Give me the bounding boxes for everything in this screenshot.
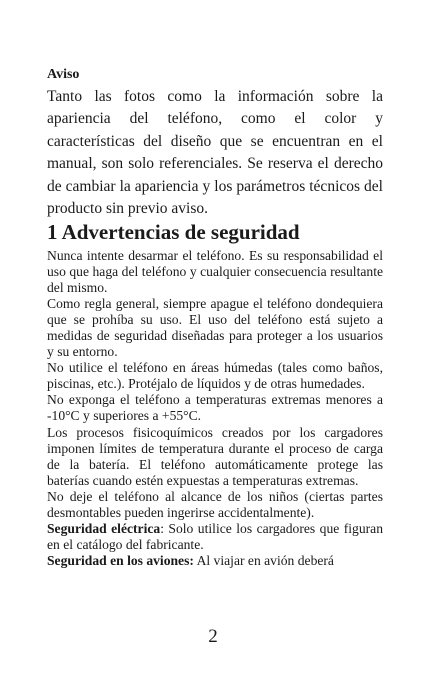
notice-heading: Aviso [47,67,80,82]
paragraph-children: No deje el teléfono al alcance de los niños (ciertas partes desmontables pueden ingerirse accidentalmente). [47,488,383,520]
paragraph-aircraft-safety [47,553,383,569]
aircraft-safety-lead: Seguridad en los aviones: [47,552,194,568]
paragraph-charging: Los procesos fisicoquímicos creados por los cargadores imponen límites de temperatura durante el proceso de carga de la batería. El teléfono automáticamente protege las baterías cuando estén expuestas a temperaturas extremas. [47,424,383,488]
electrical-safety-text: : Solo utilice los cargadores que figuran en el catálogo del fabricante. [47,520,383,552]
electrical-safety-lead: Seguridad eléctrica [47,520,161,536]
paragraph-temperature: No exponga el teléfono a temperaturas extremas menores a -10°C y superiores a +55°C. [47,392,383,424]
paragraph-disassembly: Nunca intente desarmar el teléfono. Es su responsabilidad el uso que haga del teléfono y cualquier consecuencia resultante del mismo. [47,248,383,296]
notice-body: Tanto las fotos como la información sobre la apariencia del teléfono, como el color y características del diseño que se encuentran en el manual, son solo referenciales. Se reserva el derecho de cambiar la apariencia y los parámetros técnicos del producto sin previo aviso. [47,88,383,218]
paragraph-electrical-safety [47,521,383,553]
paragraph-switch-off: Como regla general, siempre apague el teléfono dondequiera que se prohíba su uso. El uso del teléfono está sujeto a medidas de seguridad diseñadas para proteger a los usuarios y su entorno. [47,296,383,360]
page-number: 2 [208,626,218,647]
aircraft-safety-text: Al viajar en avión deberá [193,552,334,568]
section-title: 1 Advertencias de seguridad [47,220,300,244]
safety-warnings [47,248,383,569]
paragraph-humidity: No utilice el teléfono en áreas húmedas (tales como baños, piscinas, etc.). Protéjalo de líquidos y de otras humedades. [47,360,383,392]
